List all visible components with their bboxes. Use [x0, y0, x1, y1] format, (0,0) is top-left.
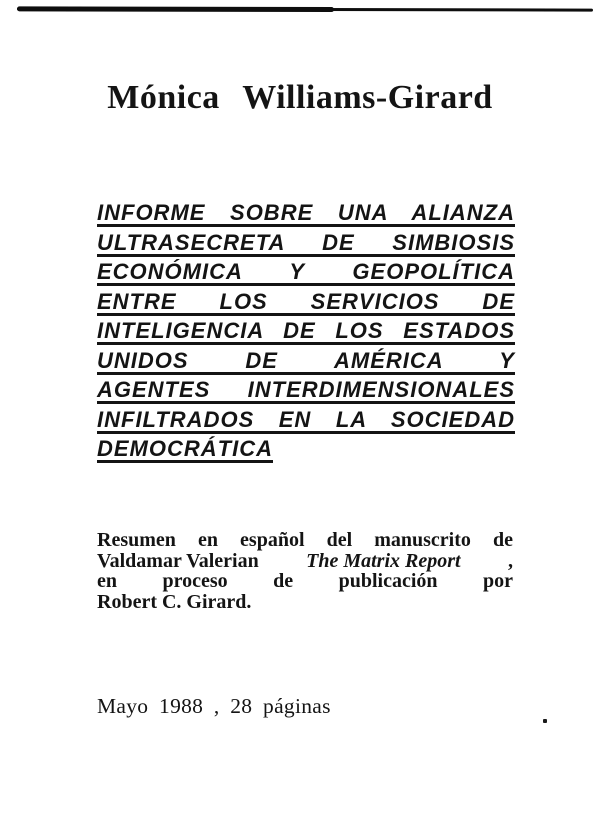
- heading-line: ENTRE LOS SERVICIOS DE: [97, 288, 515, 314]
- heading-line: ECONÓMICA Y GEOPOLÍTICA: [97, 259, 515, 284]
- summary-line-4: Robert C. Girard.: [97, 590, 252, 613]
- top-rule-divider: [17, 7, 593, 11]
- heading-line: AGENTES INTERDIMENSIONALES: [97, 377, 515, 402]
- heading-line: ULTRASECRETA DE SIMBIOSIS: [97, 229, 515, 255]
- manuscript-title: The Matrix Report: [306, 549, 461, 572]
- heading-line: INTELIGENCIA DE LOS ESTADOS: [97, 318, 515, 343]
- summary-line-3: en proceso de publicación por: [97, 570, 513, 592]
- publication-date: Mayo 1988 , 28 páginas: [97, 694, 331, 718]
- ink-speck: [543, 719, 547, 723]
- heading-line: DEMOCRÁTICA: [97, 436, 273, 461]
- summary-line-1: Resumen en español del manuscrito de: [97, 529, 513, 551]
- heading-line: INFILTRADOS EN LA SOCIEDAD: [97, 406, 515, 432]
- summary-paragraph: [97, 530, 513, 612]
- manuscript-author: Valdamar Valerian: [97, 549, 259, 572]
- heading-line: UNIDOS DE AMÉRICA Y: [97, 347, 515, 373]
- summary-line-2: [97, 551, 513, 572]
- line-punctuation: ,: [508, 549, 513, 572]
- author-title: Mónica Williams-Girard: [107, 79, 493, 116]
- report-heading: [97, 198, 515, 464]
- heading-line: INFORME SOBRE UNA ALIANZA: [97, 200, 515, 225]
